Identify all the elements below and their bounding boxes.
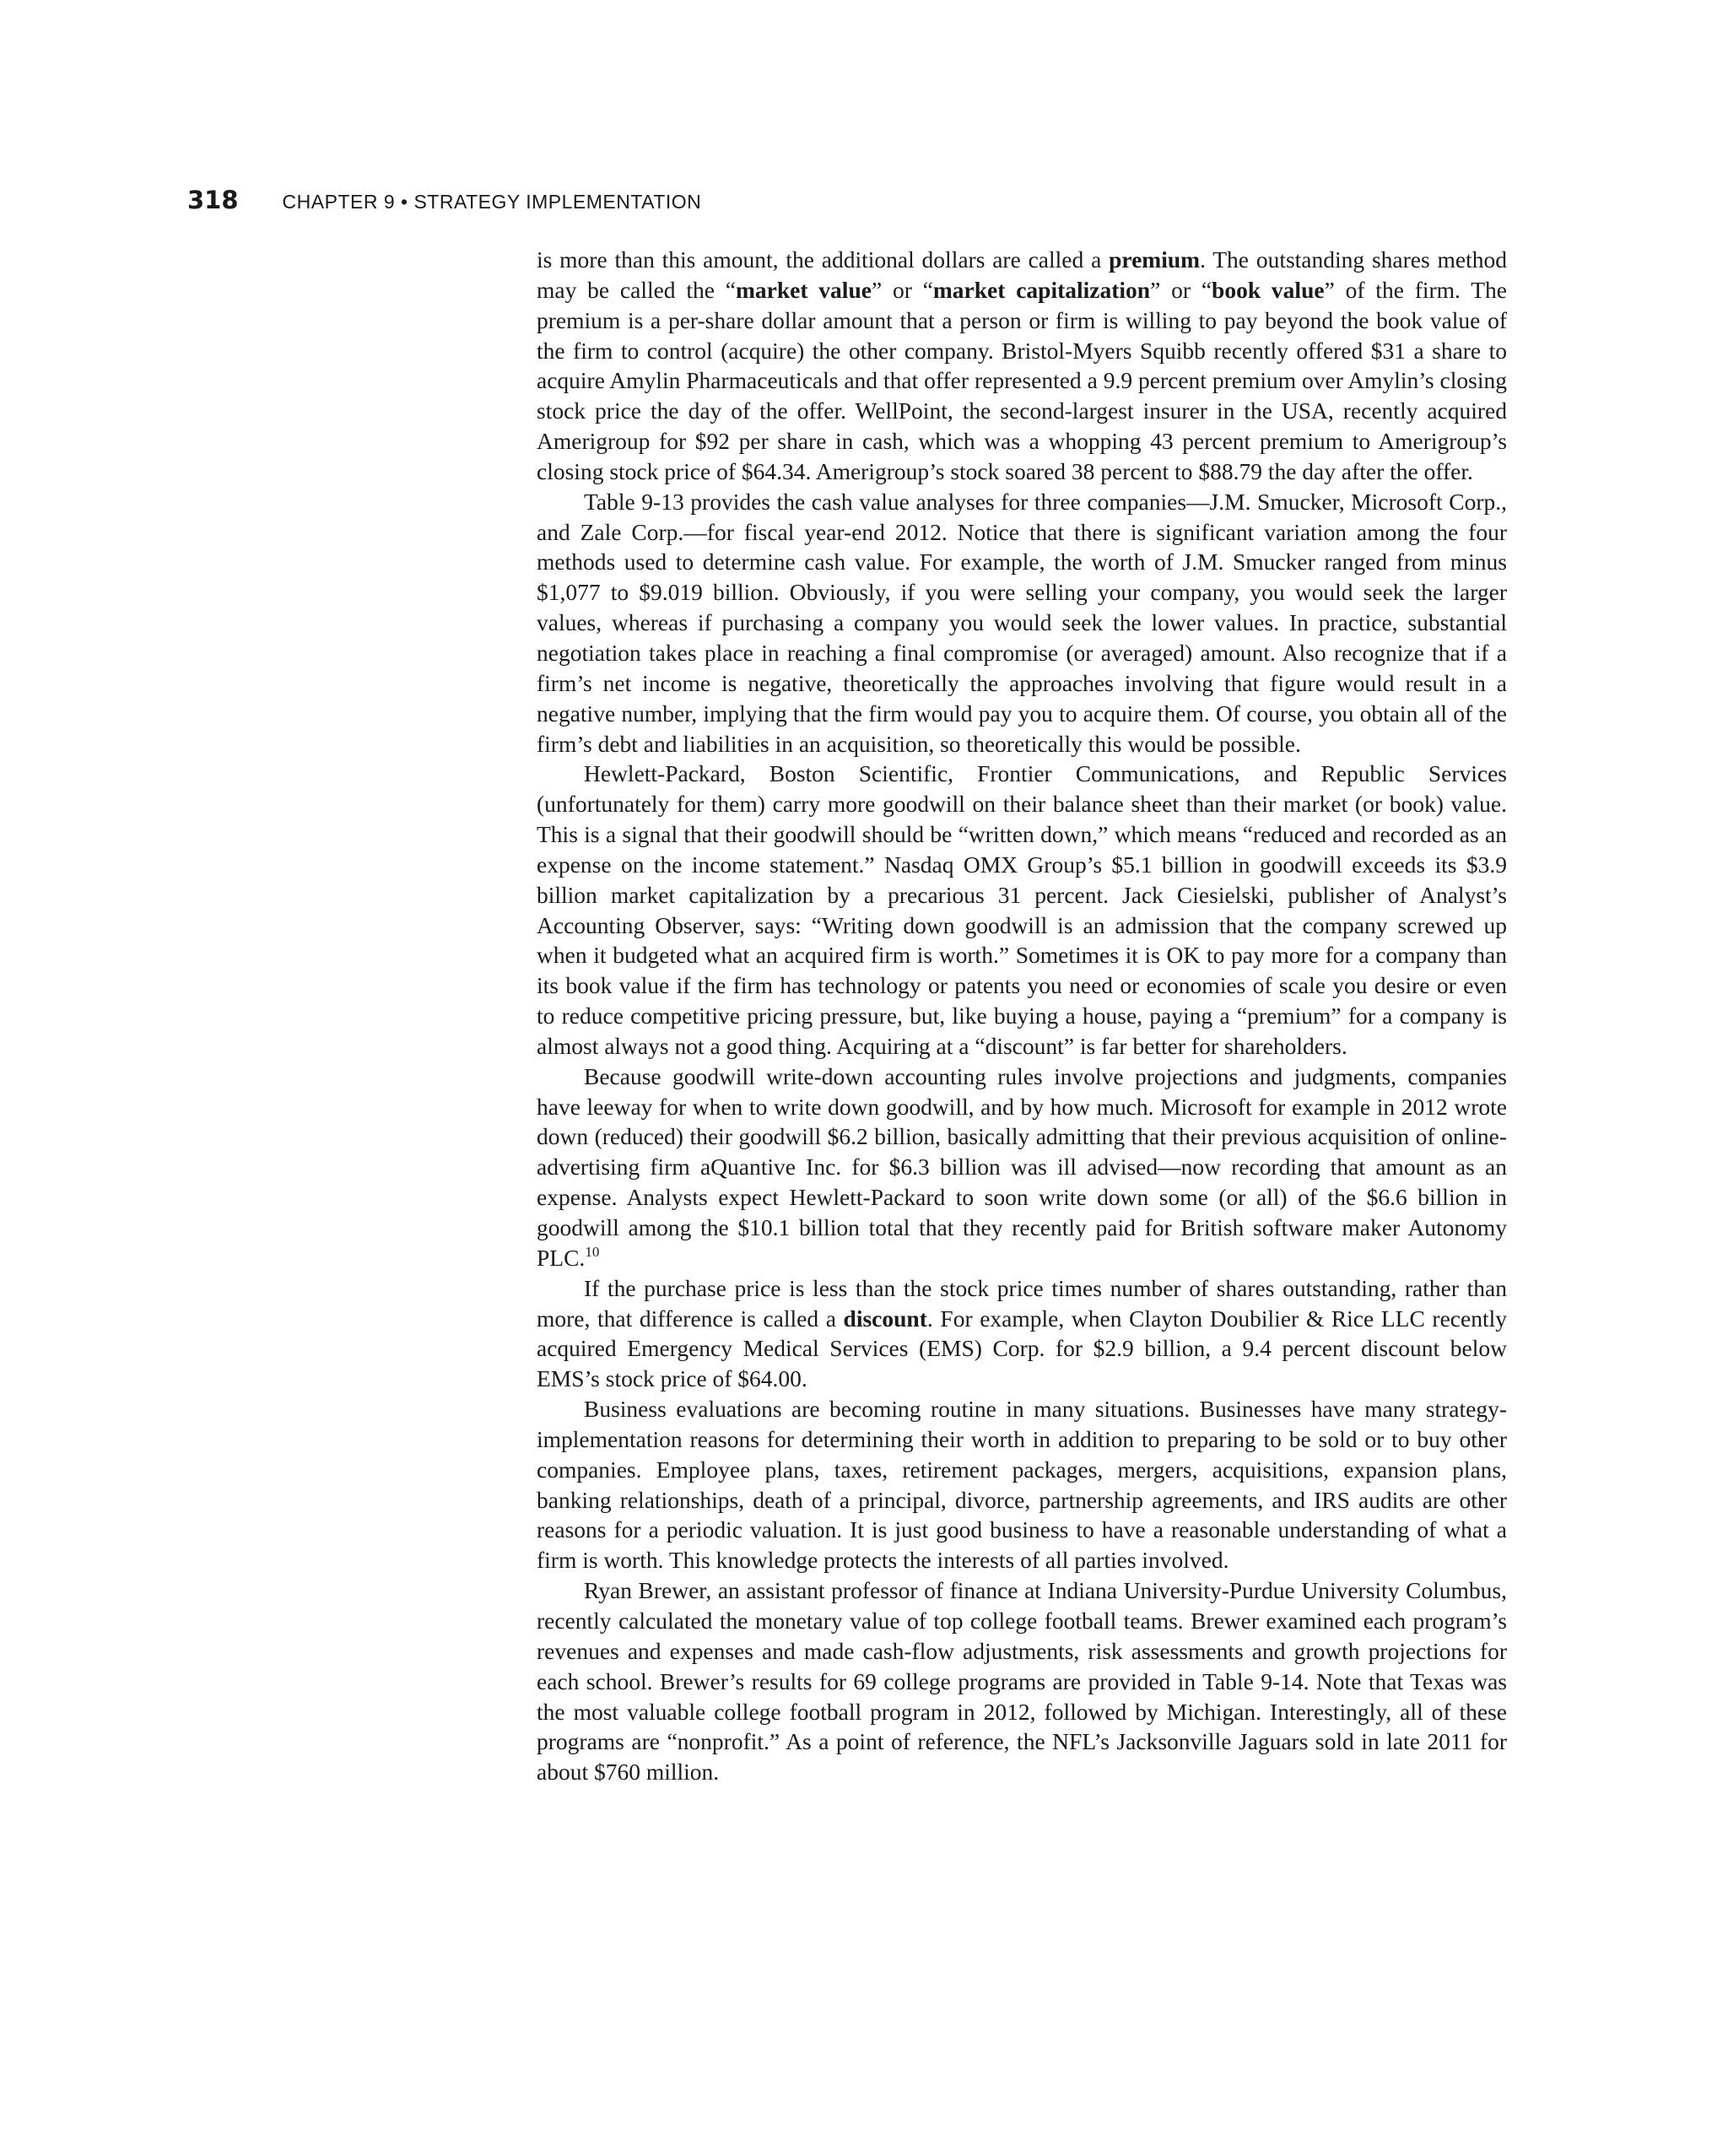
body-text bbox=[537, 245, 1507, 1787]
paragraph-1 bbox=[537, 245, 1507, 487]
term-premium: premium bbox=[1109, 246, 1201, 273]
page-header bbox=[187, 186, 701, 223]
paragraph-2: Table 9-13 provides the cash value analyses for three companies—J.M. Smucker, Microsoft Corp., and Zale Corp.—for fiscal year-end 2012. Notice that there is significant variation among the four methods used to determine cash value. For example, the worth of J.M. Smucker ranged from minus $1,077 to $9.019 billion. Obviously, if you were selling your company, you would seek the larger values, whereas if purchasing a company you would seek the lower values. In practice, substantial negotiation takes place in reaching a final compromise (or averaged) amount. Also recognize that if a firm’s net income is negative, theoretically the approaches involving that figure would result in a negative number, implying that the firm would pay you to acquire them. Of course, you obtain all of the firm’s debt and liabilities in an acquisition, so theoretically this would be possible. bbox=[537, 488, 1507, 757]
footnote-marker: 10 bbox=[585, 1243, 600, 1260]
text-run: ” of the firm. The premium is a per-share dollar amount that a person or firm is willing to pay beyond the book value of the firm to control (acquire) the other company. Bristol-Myers Squibb recently offered $31 a share to acquire Amylin Pharmaceuticals and that offer represented a 9.9 percent premium over Amylin’s closing stock price the day of the offer. WellPoint, the second-largest insurer in the USA, recently acquired Amerigroup for $92 per share in cash, which was a whopping 43 percent premium to Amerigroup’s closing stock price of $64.34. Amerigroup’s stock soared 38 percent to $88.79 the day after the offer. bbox=[537, 276, 1507, 484]
text-run: Because goodwill write-down accounting rules involve projections and judgments, companies have leeway for when to write down goodwill, and by how much. Microsoft for example in 2012 wrote down (reduced) their goodwill $6.2 billion, basically admitting that their previous acquisition of online-advertising firm aQuantive Inc. for $6.3 billion was ill advised—now recording that amount as an expense. Analysts expect Hewlett-Packard to soon write down some (or all) of the $6.6 billion in goodwill among the $10.1 billion total that they recently paid for British software maker Autonomy PLC. bbox=[537, 1062, 1507, 1271]
text-run: . For example, when Clayton Doubilier & Rice LLC recently acquired Emergency Medical Services (EMS) Corp. for $2.9 billion, a 9.4 percent discount below EMS’s stock price of $64.00. bbox=[537, 1305, 1507, 1392]
text-run: is more than this amount, the additional dollars are called a bbox=[537, 246, 1110, 273]
paragraph-3: Hewlett-Packard, Boston Scientific, Frontier Communications, and Republic Services (unfortunately for them) carry more goodwill on their balance sheet than their market (or book) value. This is a signal that their goodwill should be “written down,” which means “reduced and recorded as an expense on the income statement.” Nasdaq OMX Group’s $5.1 billion in goodwill exceeds its $3.9 billion market capitalization by a precarious 31 percent. Jack Ciesielski, publisher of Analyst’s Accounting Observer, says: “Writing down goodwill is an admission that the company screwed up when it budgeted what an acquired firm is worth.” Sometimes it is OK to pay more for a company than its book value if the firm has technology or patents you need or economies of scale you desire or even to reduce competitive pricing pressure, but, like buying a house, paying a “premium” for a company is almost always not a good thing. Acquiring at a “discount” is far better for shareholders. bbox=[537, 760, 1507, 1059]
paragraph-4 bbox=[537, 1062, 1507, 1273]
text-run: If the purchase price is less than the stock price times number of shares outstanding, rather than more, that difference is called a bbox=[537, 1274, 1507, 1332]
paragraph-7: Ryan Brewer, an assistant professor of finance at Indiana University-Purdue University Columbus, recently calculated the monetary value of top college football teams. Brewer examined each program’s revenues and expenses and made cash-flow adjustments, risk assessments and growth projections for each school. Brewer’s results for 69 college programs are provided in Table 9-14. Note that Texas was the most valuable college football program in 2012, followed by Michigan. Interestingly, all of these programs are “nonprofit.” As a point of reference, the NFL’s Jacksonville Jaguars sold in late 2011 for about $760 million. bbox=[537, 1577, 1507, 1786]
term-book-value: book value bbox=[1212, 276, 1325, 303]
page-number: 318 bbox=[187, 186, 239, 214]
term-market-capitalization: market capitalization bbox=[932, 276, 1151, 303]
text-run: ” or “ bbox=[1150, 276, 1212, 303]
paragraph-5 bbox=[537, 1273, 1507, 1394]
paragraph-6: Business evaluations are becoming routine in many situations. Businesses have many strategy-implementation reasons for determining their worth in addition to preparing to be sold or to buy other companies. Employee plans, taxes, retirement packages, mergers, acquisitions, expansion plans, banking relationships, death of a principal, divorce, partnership agreements, and IRS audits are other reasons for a periodic valuation. It is just good business to have a reasonable understanding of what a firm is worth. This knowledge protects the interests of all parties involved. bbox=[537, 1396, 1507, 1574]
running-head: CHAPTER 9 • STRATEGY IMPLEMENTATION bbox=[282, 191, 702, 213]
term-market-value: market value bbox=[735, 276, 872, 303]
term-discount: discount bbox=[843, 1305, 927, 1332]
text-run: . The outstanding shares method may be called the “ bbox=[537, 246, 1507, 303]
text-run: ” or “ bbox=[871, 276, 933, 303]
